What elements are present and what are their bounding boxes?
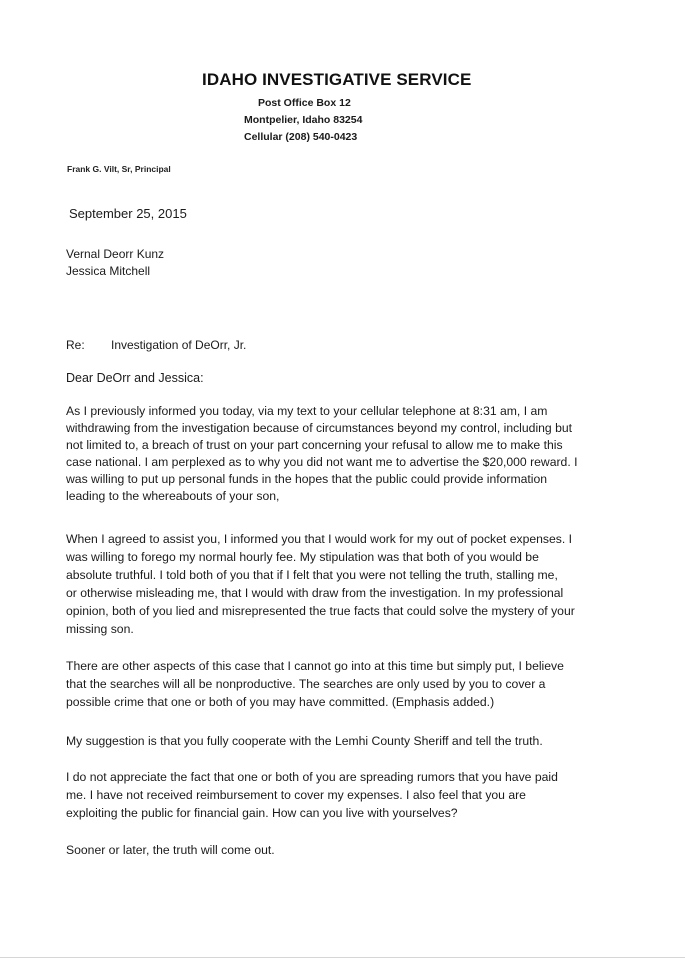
page-divider xyxy=(0,957,685,958)
body-line: me. I have not received reimbursement to cover my expenses. I also feel that you are xyxy=(66,788,526,802)
body-line: absolute truthful. I told both of you that if I felt that you were not telling the truth, stalling me, xyxy=(66,568,558,582)
body-line: withdrawing from the investigation because of circumstances beyond my control, including but xyxy=(66,421,573,435)
body-line: As I previously informed you today, via my text to your cellular telephone at 8:31 am, I am xyxy=(66,404,548,418)
address-po-box: Post Office Box 12 xyxy=(258,97,351,109)
body-line: that the searches will all be nonproductive. The searches are only used by you to cover a xyxy=(66,677,546,691)
salutation: Dear DeOrr and Jessica: xyxy=(66,371,204,385)
body-line: exploiting the public for financial gain. How can you live with yourselves? xyxy=(66,806,458,820)
body-line: possible crime that one or both of you may have committed. (Emphasis added.) xyxy=(66,695,495,709)
body-line: Sooner or later, the truth will come out. xyxy=(66,843,275,857)
body-line: not limited to, a breach of trust on your part concerning your refusal to allow me to make this xyxy=(66,438,563,452)
body-line: was willing to forego my normal hourly fee. My stipulation was that both of you would be xyxy=(66,550,539,564)
body-line: There are other aspects of this case that I cannot go into at this time but simply put, I believe xyxy=(66,659,564,673)
recipient-1: Vernal Deorr Kunz xyxy=(66,247,165,261)
recipient-2: Jessica Mitchell xyxy=(66,264,151,278)
address-city-state: Montpelier, Idaho 83254 xyxy=(244,114,363,126)
body-line: case national. I am perplexed as to why you did not want me to advertise the $20,000 reward. I xyxy=(66,455,578,469)
body-line: missing son. xyxy=(66,622,134,636)
body-line: When I agreed to assist you, I informed you that I would work for my out of pocket expenses. I xyxy=(66,532,573,546)
body-line: leading to the whereabouts of your son, xyxy=(66,489,280,503)
letter-date: September 25, 2015 xyxy=(69,206,187,221)
body-line: My suggestion is that you fully cooperate with the Lemhi County Sheriff and tell the truth. xyxy=(66,734,543,748)
body-line: I do not appreciate the fact that one or both of you are spreading rumors that you have paid xyxy=(66,770,558,784)
body-line: or otherwise misleading me, that I would with draw from the investigation. In my professional xyxy=(66,586,564,600)
re-label: Re: xyxy=(66,338,85,352)
body-line: opinion, both of you lied and misrepresented the true facts that could solve the mystery of your xyxy=(66,604,575,618)
organization-name: IDAHO INVESTIGATIVE SERVICE xyxy=(202,70,472,89)
principal-name: Frank G. Vilt, Sr, Principal xyxy=(67,164,171,174)
body-line: was willing to put up personal funds in the hopes that the public could provide information xyxy=(66,472,548,486)
re-subject: Investigation of DeOrr, Jr. xyxy=(111,338,247,352)
address-phone: Cellular (208) 540-0423 xyxy=(244,131,358,143)
